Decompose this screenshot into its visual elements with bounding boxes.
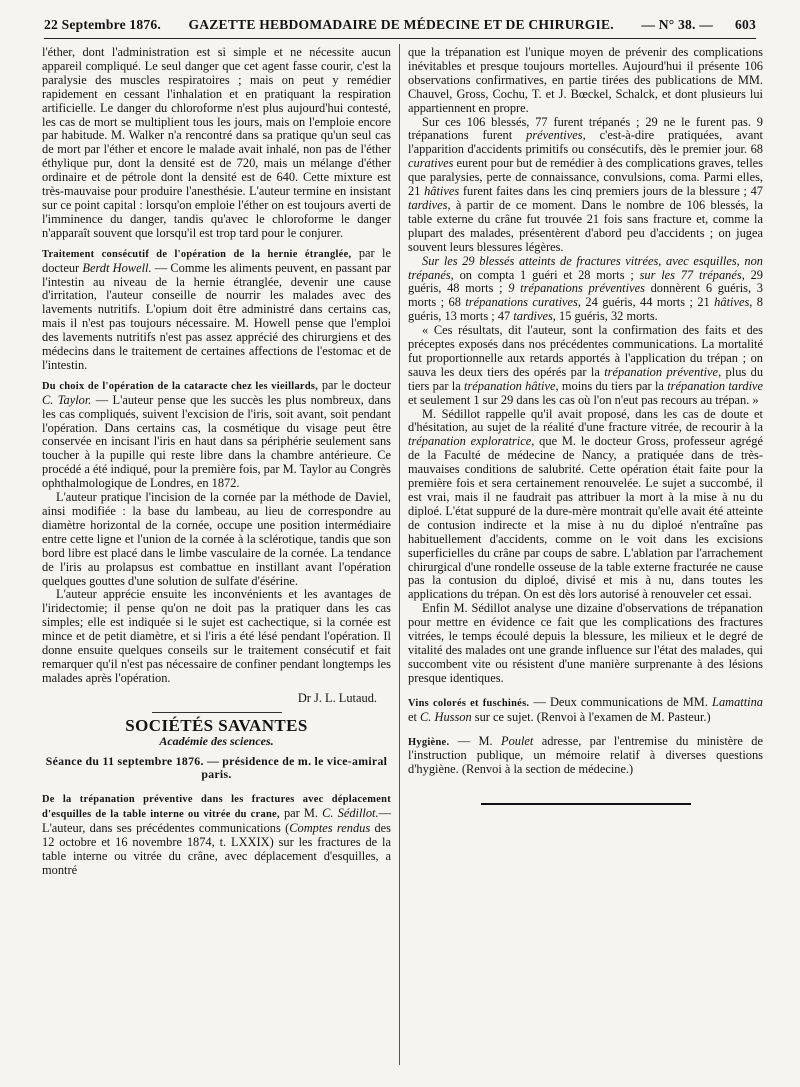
italic-term: trépanations curatives <box>465 295 578 310</box>
bleed-through-text <box>428 817 743 863</box>
author-sedillot: C. Sédillot. <box>322 806 379 820</box>
article-vins <box>408 696 763 725</box>
italic-term: trépanation préventive <box>604 364 719 379</box>
bleed-line <box>428 817 743 829</box>
text-run: — M. <box>449 733 501 748</box>
paragraph-iridectomie: L'auteur apprécie ensuite les inconvénients et les avantages de l'iridectomie; il pense qu'on ne doit pas la pratiquer dans les cas simples; elle est indiquée si le sujet est cachectique, si la cornée est mince et de petit diamètre, et si l'iris a été lésé pendant l'opération. Il donne ensuite quelques conseils sur le traitement consécutif et fait remarquer qu'il n'est pas nécessaire de confiner pendant longtemps les malades après l'opération. <box>42 587 391 685</box>
column-divider <box>399 44 400 1065</box>
heading-hygiene: Hygiène. <box>408 736 450 748</box>
byline-text: par le docteur <box>42 245 391 275</box>
issue-number: — N° 38. — <box>641 17 713 32</box>
text-run: , c'est-à-dire pratiquées, avant l'apparition d'accidents primitifs ou consécutifs, dès le premier jour. 68 <box>408 128 764 157</box>
page-header <box>44 12 756 39</box>
heading-cataracte: Du choix de l'opération de la cataracte chez les vieillards, <box>42 380 319 392</box>
text-run: adresse, par l'entremise du ministère de l'instruction publique, un mémoire relatif à diverses questions d'hygiène. (Renvoi à la section de médecine.) <box>408 733 763 777</box>
heading-vins: Vins colorés et fuschinés. <box>408 697 530 709</box>
italic-term: hâtives <box>714 295 750 310</box>
paragraph-resultats <box>408 255 763 325</box>
italic-term: curatives <box>408 156 454 171</box>
author-lamattina: Lamattina <box>712 694 763 709</box>
byline-text: par le docteur <box>321 377 391 392</box>
text-cataracte: — L'auteur pense que les succès les plus nombreux, dans les cas compliqués, suivent l'excision de l'iris, soit avant, soit pendant l'opération. Dans certains cas, la cosmétique du visage peut être conservée en incisant l'iris en haut dans sa périphérie seulement sans toucher à la pupille qui reste libre dans la chambre antérieure. Ce procédé a été indiqué, pour la première fois, par M. Taylor au Congrès ophthalmologique de Londres, en 1872. <box>42 392 391 491</box>
article-hygiene <box>408 735 763 778</box>
italic-term: 9 trépanations préventives <box>508 281 645 296</box>
italic-term: tardives <box>408 197 448 212</box>
text-run: et seulement 1 sur 29 dans les cas où l'on n'eut pas recours au trépan. » <box>408 392 759 407</box>
seance-heading: Séance du 11 septembre 1876. — présidence de m. le vice-amiral paris. <box>45 753 388 782</box>
text-trepanation-cont: des 12 octobre et 16 novembre 1874, t. LXXIX) sur les fractures de la table interne ou vitrée du crâne, avec déplacement d'esquilles, a montré <box>42 820 391 877</box>
text-run: , 15 guéris, 32 morts. <box>552 309 658 324</box>
bleed-line <box>428 840 743 852</box>
text-run: , plus du tiers par la <box>408 364 764 393</box>
subsection-title: Académie des sciences. <box>159 733 274 748</box>
left-column <box>42 46 391 878</box>
text-run: , que M. le docteur Gross, professeur agrégé de la Faculté de médecine de Nancy, a pratiquée dans de très-mauvaises conditions de salubrité. Cette opération était faite pour la première fois et sera certainement renouvelée. Le sujet a succombé, il est vrai, mais il ne faudrait pas attribuer la mort à la mise à nu du diploé. L'état suppuré de la dure-mère montrait qu'elle avait été atteinte de contusion indirecte et la mise à nu du diploé n'entraîne pas habituellement d'accidents, comme on le voit dans les excisions superficielles du crâne par coups de sabre. L'ablation par l'arrachement chirurgical d'une rondelle osseuse de la table externe fracturée ne cause pas la contusion du diploé, divisé et mis à nu, dans toutes les applications du trépan. On est dès lors autorisé à renouveler cet essai. <box>408 434 763 602</box>
text-run: Sur ces 106 blessés, 77 furent trépanés ; 29 ne le furent pas. 9 trépanations furent <box>408 114 763 143</box>
heading-trepanation: De la trépanation préventive dans les fractures avec déplacement d'esquilles de la table interne ou vitrée du crane, <box>42 794 391 820</box>
text-run: , 24 guéris, 44 morts ; 21 <box>577 295 715 310</box>
citation-title: Comptes rendus <box>289 820 371 835</box>
text-run: , à partir de ce moment. Dans le nombre de 106 blessés, la table externe du crâne fut trouvée 21 fois sans fracture et, comme la plupart des malades, présentèrent d'abord peu d'accidents ; on jugea souvent leurs blessures légères. <box>408 197 763 254</box>
paragraph-blesses <box>408 116 763 255</box>
text-hernie: — Comme les aliments peuvent, en passant par l'intestin au niveau de la hernie étranglée, devenir une cause d'irritation, l'auteur conseille de nourrir les malades avec des lavements nutritifs. L'opium doit être administré dans certains cas, mais il n'est pas toujours nécessaire. M. Howell pense que l'emploi des lavements nutritifs n'est pas assez apprécié des chirurgiens et des médecins dans le traitement de certaines affections de l'estomac et de l'intestin. <box>42 260 391 372</box>
byline-text: par M. <box>283 806 319 820</box>
author-howell: Berdt Howell. <box>82 260 152 275</box>
issue-date: 22 Septembre 1876. <box>44 17 161 32</box>
paragraph-observations: que la trépanation est l'unique moyen de prévenir des complications inévitables et presque toujours mortelles. Aujourd'hui il présente 106 observations confirmatives, en partie tirées des publications de MM. Chauvel, Gross, Cochu, T. et J. Bœckel, Schalck, et dont plusieurs lui appartiennent en propre. <box>408 45 763 115</box>
italic-term: trépanation hâtive <box>464 378 556 393</box>
journal-title: GAZETTE HEBDOMADAIRE DE MÉDECINE ET DE CHIRURGIE. <box>188 17 614 32</box>
paragraph-ether: l'éther, dont l'administration est si simple et ne nécessite aucun appareil compliqué. Le seul danger que cet agent fasse courir, c'est la paralysie des muscles respiratoires ; mais on peut y remédier rapidement en cessant l'inhalation et en pratiquant la respiration artificielle. Le danger du chloroforme n'est plus aujourd'hui contesté, les cas de mort se multiplient tous les jours, mais on l'emploie encore par habitude. M. Walker n'a rencontré dans sa pratique qu'un seul cas de mort par l'éther et encore le malade avait inhalé, non pas de l'éther éthylique pur, dont la densité est de 720, mais un mélange d'éther ordinaire et de pétrole dont la densité est de 640. Cette mixture est très-mauvaise pour produire l'anesthésie. L'auteur termine en insistant sur ce point capital : lorsqu'on emploie l'éther on est toujours averti de l'imminence du danger, tandis qu'avec le chloroforme le danger n'apparaît souvent que lorsqu'il est trop tard pour le conjurer. <box>42 45 391 240</box>
section-rule <box>152 712 282 713</box>
italic-term: préventives <box>526 128 583 143</box>
text-run: eurent pour but de remédier à des complications graves, telles que paralysies, perte de connaissance, convulsions, coma. Parmi elles, 21 <box>408 156 763 199</box>
page-number: 603 <box>735 17 756 32</box>
text-run: , 8 guéris, 13 morts ; 47 <box>408 295 764 324</box>
paragraph-incision: L'auteur pratique l'incision de la cornée par la méthode de Daviel, ainsi modifiée : la base du lambeau, au lieu de correspondre au diamètre horizontal de la cornée, occupe une position intermédiaire entre cette ligne et l'union de la cornée à la sclérotique, tandis que son bord libre est placé dans le limbe vasculaire de la cornée. La tendance de l'iris au prolapsus est combattue en instillant avant l'opération quelques gouttes d'une solution de sulfate d'ésérine. <box>42 490 391 588</box>
paragraph-quote <box>408 324 763 407</box>
right-column <box>408 46 763 863</box>
italic-term: trépanation exploratrice <box>408 434 532 449</box>
italic-term: sur les 77 trépanés <box>639 267 742 282</box>
article-trepanation <box>42 792 391 877</box>
author-taylor: C. Taylor. <box>42 392 92 407</box>
text-run: et <box>408 709 421 724</box>
text-run: donnèrent 6 guéris, 3 morts ; 68 <box>408 281 763 310</box>
end-rule <box>481 803 691 805</box>
text-run: sur ce sujet. (Renvoi à l'examen de M. Pasteur.) <box>471 709 711 724</box>
article-hernie <box>42 247 391 373</box>
text-run: — Deux communications de MM. <box>529 694 713 709</box>
italic-term: trépanation tardive <box>667 378 764 393</box>
author-poulet: Poulet <box>501 733 534 748</box>
section-title: SOCIÉTÉS SAVANTES <box>125 715 308 735</box>
author-husson: C. Husson <box>420 709 472 724</box>
text-trepanation: — L'auteur, dans ses précédentes communications ( <box>42 806 391 835</box>
paragraph-enfin: Enfin M. Sédillot analyse une dizaine d'observations de trépanation pour mettre en évidence ce fait que les complications des fractures vitrées, le temps écoulé depuis la blessure, les milieux et le degré de vitalité des malades ont une grande influence sur l'état des malades, qui succombent vite ou résistent d'une manière surprenante à des lésions presque identiques. <box>408 601 763 685</box>
italic-term: hâtives <box>424 184 460 199</box>
text-run: M. Sédillot rappelle qu'il avait proposé, dans les cas de doute et d'hésitation, au sujet de la réalité d'une fracture vitrée, de recourir à la <box>408 406 763 435</box>
text-run: « Ces résultats, dit l'auteur, sont la confirmation des faits et des préceptes exposés dans nos précédentes communications. La mortalité fut proportionnelle aux retards apportés à l'application du trépan ; on sauva les deux tiers des opérés par la <box>408 323 763 379</box>
bleed-line <box>428 852 743 864</box>
italic-term: tardives <box>513 309 553 324</box>
paragraph-exploratrice <box>408 408 763 603</box>
bleed-line <box>428 829 743 841</box>
text-run: , on compta 1 guéri et 28 morts ; <box>450 267 640 282</box>
issue-page-info <box>641 17 756 33</box>
italic-term: Sur les 29 blessés atteints de fractures vitrées, avec esquilles, non trépanés <box>408 253 763 282</box>
signature: Dr J. L. Lutaud. <box>297 690 377 705</box>
heading-hernie: Traitement consécutif de l'opération de la hernie étranglée, <box>42 248 352 260</box>
text-run: furent faites dans les cinq premiers jours de la blessure ; 47 <box>459 184 763 199</box>
text-run: , 29 guéris, 48 morts ; <box>408 267 763 296</box>
text-run: , moins du tiers par la <box>555 378 668 393</box>
article-cataracte <box>42 379 391 491</box>
